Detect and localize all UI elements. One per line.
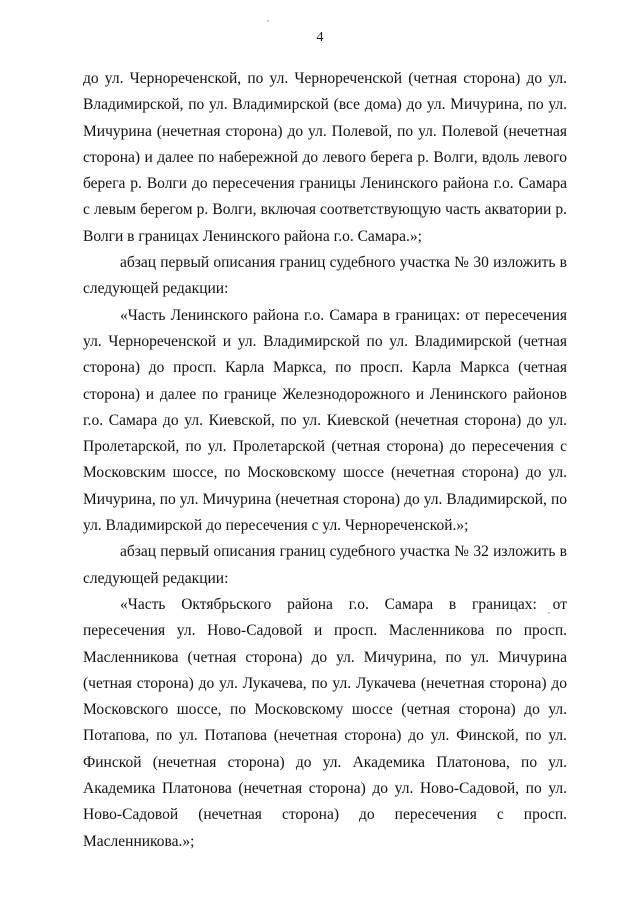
page-number: 4 [316, 30, 324, 45]
paragraph-court-district-30: «Часть Ленинского района г.о. Самара в границах: от пересечения ул. Чернореченской и ул. Владимирской по ул. Владимирской (четная сторона) до просп. Карла Маркса, по просп. Карла Маркса (четная сторона) и далее по границе Железнодорожного и Ленинского районов г.о. Самара до ул. Киевской, по ул. Киевской (нечетная сторона) до ул. Пролетарской, по ул. Пролетарской (четная сторона) до пересечения с Московским шоссе, по Московскому шоссе (нечетная сторона) до ул. Мичурина, по ул. Мичурина (нечетная сторона) до ул. Владимирской, по ул. Владимирской до пересечения с ул. Чернореченской.»; [83, 306, 567, 535]
paragraph-court-district-32: «Часть Октябрьского района г.о. Самара в границах: от пересечения ул. Ново-Садовой и просп. Масленникова по просп. Масленникова (четная сторона) до ул. Мичурина, по ул. Мичурина (четная сторона) до ул. Лукачева, по ул. Лукачева (нечетная сторона) до Московского шоссе, по Московскому шоссе (четная сторона) до ул. Потапова, по ул. Потапова (нечетная сторона) до ул. Финской, по ул. Финской (нечетная сторона) до ул. Академика Платонова, по ул. Академика Платонова (нечетная сторона) до ул. Ново-Садовой, по ул. Ново-Садовой (нечетная сторона) до пересечения с просп. Масленникова.»; [83, 595, 567, 850]
paragraph-amendment-intro-30: абзац первый описания границ судебного участка № 30 изложить в следующей редакции: [83, 254, 567, 298]
document-body [83, 66, 567, 855]
paragraph-continuation: до ул. Чернореченской, по ул. Чернореченской (четная сторона) до ул. Владимирской, по ул. Владимирской (все дома) до ул. Мичурина, по ул. Мичурина (нечетная сторона) до ул. Полевой, по ул. Полевой (нечетная сторона) и далее по набережной до левого берега р. Волги, вдоль левого берега р. Волги до пересечения границы Ленинского района г.о. Самара с левым берегом р. Волги, включая соответствующую часть акватории р. Волги в границах Ленинского района г.о. Самара.»; [83, 70, 567, 245]
scan-speck [267, 20, 269, 22]
paragraph-amendment-intro-32: абзац первый описания границ судебного участка № 32 изложить в следующей редакции: [83, 543, 567, 587]
